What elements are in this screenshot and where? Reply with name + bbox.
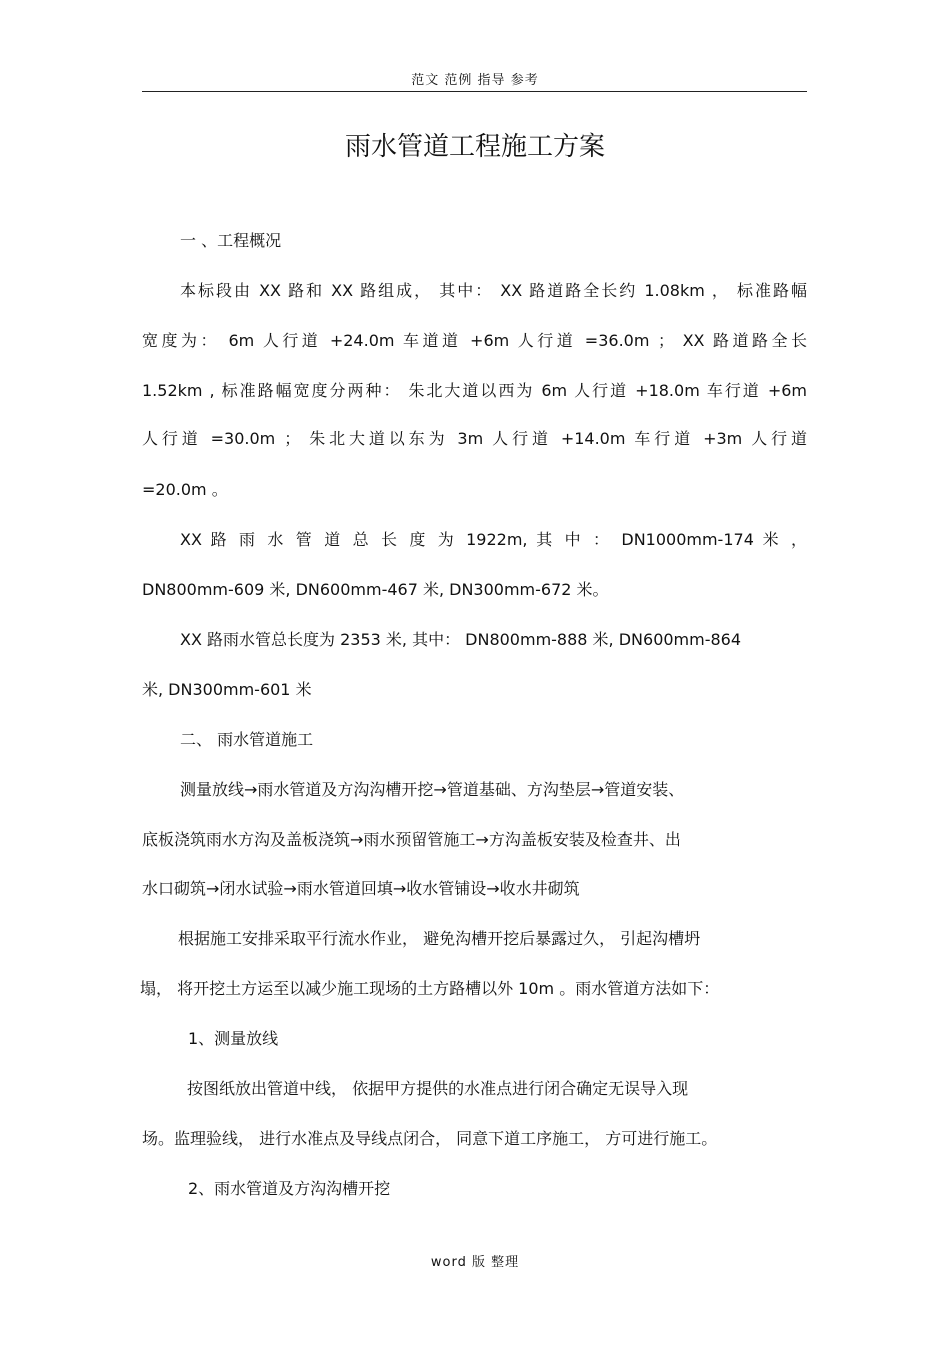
body-line: 本标段由 XX 路和 XX 路组成， 其中： XX 路道路全长约 1.08km ， 标准路幅 (180, 281, 807, 300)
body-line: 塌， 将开挖土方运至以减少施工现场的土方路槽以外 10m 。雨水管道方法如下： (140, 979, 720, 998)
body-line: 宽度为： 6m 人行道 +24.0m 车道道 +6m 人行道 =36.0m ； XX 路道路全长 (142, 331, 807, 350)
body-line: 2、雨水管道及方沟沟槽开挖 (188, 1179, 391, 1198)
body-line: DN800mm-609 米, DN600mm-467 米, DN300mm-672 米。 (142, 580, 609, 599)
body-line: 按图纸放出管道中线， 依据甲方提供的水准点进行闭合确定无误导入现 (187, 1079, 689, 1098)
body-line: XX 路 雨 水 管 道 总 长 度 为 1922m, 其 中 ： DN1000mm-174 米 ， (180, 530, 807, 549)
body-line: 1、测量放线 (188, 1029, 279, 1048)
body-line: 一 、工程概况 (180, 231, 282, 250)
body-line: 1.52km , 标准路幅宽度分两种： 朱北大道以西为 6m 人行道 +18.0m 车行道 +6m (142, 381, 807, 400)
body-line: 底板浇筑雨水方沟及盖板浇筑→雨水预留管施工→方沟盖板安装及检查井、出 (142, 830, 681, 849)
body-line: 根据施工安排采取平行流水作业， 避免沟槽开挖后暴露过久， 引起沟槽坍 (178, 929, 701, 948)
body-line: 场。监理验线， 进行水准点及导线点闭合， 同意下道工序施工， 方可进行施工。 (142, 1129, 718, 1148)
header-rule (142, 91, 807, 92)
body-line: =20.0m 。 (142, 480, 228, 499)
body-line: 米, DN300mm-601 米 (142, 680, 312, 699)
body-line: 测量放线→雨水管道及方沟沟槽开挖→管道基础、方沟垫层→管道安装、 (180, 780, 685, 799)
page-header: 范文 范例 指导 参考 (411, 73, 539, 88)
body-line: XX 路雨水管总长度为 2353 米, 其中： DN800mm-888 米, DN600mm-864 (180, 630, 742, 649)
body-line: 二、 雨水管道施工 (180, 730, 314, 749)
body-line: 人行道 =30.0m ； 朱北大道以东为 3m 人行道 +14.0m 车行道 +3m 人行道 (142, 429, 807, 448)
document-title: 雨水管道工程施工方案 (344, 132, 605, 162)
body-line: 水口砌筑→闭水试验→雨水管道回填→收水管铺设→收水井砌筑 (142, 879, 580, 898)
page-footer: word 版 整理 (430, 1255, 520, 1270)
